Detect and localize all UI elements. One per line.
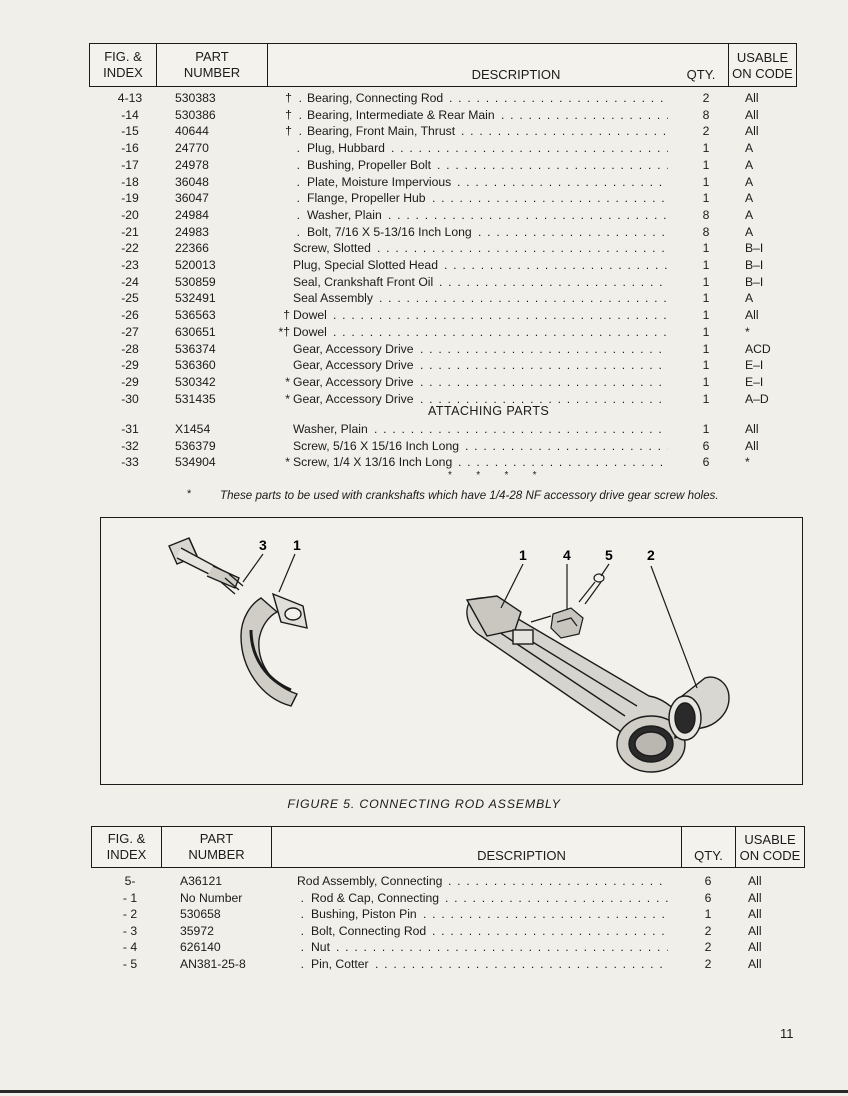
end-marks: * * * * [448,470,541,481]
row-part-number: 530386 [175,107,216,122]
row-prefix: . [296,174,300,189]
row-index: -26 [121,308,139,323]
row-prefix: * [285,374,290,389]
t1-usable-1: USABLE [736,50,789,65]
connecting-rod-illustration [101,518,804,786]
row-prefix: *† [278,324,290,339]
dot-leader [448,873,668,889]
t1-usable-box [728,43,797,87]
row-index: - 2 [122,907,138,922]
row-index: 5- [124,874,136,888]
row-index: - 3 [122,923,138,938]
t2-h-part-1: PART [199,831,234,846]
row-part-number: 630651 [175,324,216,339]
t2-usable-2: ON CODE [739,848,801,863]
row-prefix: . [300,923,304,938]
row-description: Washer, Plain [307,207,382,222]
row-index: 4-13 [117,91,143,105]
dot-leader [420,374,668,390]
row-prefix: . [300,940,304,955]
table-row [0,939,848,955]
row-description: Dowel [293,308,327,323]
table-row [0,90,848,106]
t1-clean-part-1: PART [195,49,229,64]
figure-frame [100,517,803,785]
table2-rows [0,873,848,983]
dot-leader [420,357,668,373]
row-usable-code: B–I [745,274,764,289]
row-qty: 1 [702,391,710,406]
row-usable-code: All [748,907,762,922]
t2-usable-1: USABLE [744,832,796,847]
row-part-number: 531435 [175,391,216,406]
t2-qty-label: QTY. [694,848,723,863]
table-row [0,290,848,306]
row-part-number: 24983 [175,224,209,239]
dot-leader [333,307,668,323]
table-row [0,157,848,173]
row-usable-code: All [748,957,762,971]
t1-qty-box [674,43,729,87]
t2-h-fig-2: INDEX [106,847,147,862]
row-usable-code: A [745,141,754,156]
row-part-number: AN381-25-8 [180,957,246,971]
table-row [0,240,848,256]
t2-h-fig [92,827,162,867]
table-row [0,174,848,190]
row-index: -18 [121,174,139,189]
dot-leader [457,174,668,190]
cotter-pin-drawing [579,574,604,604]
row-part-number: No Number [180,890,243,905]
row-index: - 5 [122,957,138,971]
row-prefix: . [296,141,300,156]
row-qty: 2 [702,124,710,139]
row-index: -31 [121,422,139,436]
table-row [0,923,848,939]
row-index: -27 [121,324,139,339]
table-row [0,956,848,972]
row-description: Nut [311,940,330,955]
dot-leader [377,240,668,256]
row-part-number: 35972 [180,923,214,938]
row-usable-code: All [745,91,759,105]
row-usable-code: B–I [745,258,764,272]
row-qty: 1 [702,274,710,289]
callout-4: 4 [563,547,571,563]
t2-h-part [162,827,272,867]
row-usable-code: B–I [745,241,764,256]
table-row [0,224,848,240]
row-part-number: 24984 [175,207,209,222]
row-description: Seal, Crankshaft Front Oil [293,274,434,289]
t1-clean-fig [90,44,157,86]
row-usable-code: A [745,191,754,206]
row-usable-code: A–D [745,391,769,406]
row-qty: 6 [704,890,712,905]
dot-leader [439,274,668,290]
row-description: Bolt, Connecting Rod [311,923,427,938]
row-part-number: 536374 [175,341,216,356]
row-index: -23 [121,258,139,272]
row-part-number: A36121 [180,874,223,888]
row-description: Bushing, Propeller Bolt [307,157,431,172]
t1-qty-label: QTY. [686,67,716,82]
row-qty: 2 [704,923,712,938]
figure-caption: FIGURE 5. CONNECTING ROD ASSEMBLY [287,797,561,811]
table-row [0,324,848,340]
row-description: Washer, Plain [293,422,368,436]
row-description: Plate, Moisture Impervious [307,174,452,189]
row-part-number: 530658 [180,907,221,922]
row-index: -17 [121,157,139,172]
row-index: -16 [121,141,139,156]
row-qty: 6 [702,455,710,470]
row-part-number: 536563 [175,308,216,323]
t2-h-part-2: NUMBER [188,847,245,862]
row-qty: 1 [702,174,710,189]
row-qty: 1 [702,157,710,172]
table-row [0,454,848,470]
row-part-number: 520013 [175,258,216,272]
t1-clean-part-2: NUMBER [183,65,241,80]
row-description: Flange, Propeller Hub [307,191,426,206]
row-description: Bearing, Front Main, Thrust [307,124,456,139]
row-index: -21 [121,224,139,239]
row-qty: 1 [702,191,710,206]
dot-leader [420,341,668,357]
row-index: -25 [121,291,139,306]
dot-leader [374,421,668,437]
row-prefix: . [300,907,304,922]
row-qty: 1 [702,291,710,306]
dot-leader [432,923,668,939]
row-description: Bearing, Intermediate & Rear Main [307,107,495,122]
row-usable-code: A [745,207,754,222]
table-row [0,890,848,906]
row-prefix: * [285,391,290,406]
row-index: -14 [121,107,139,122]
row-index: -29 [121,374,139,389]
row-part-number: 536379 [175,438,216,453]
row-usable-code: All [745,107,759,122]
row-description: Plug, Special Slotted Head [293,258,438,272]
dot-leader [449,90,668,106]
t1-clean-fig-1: FIG. & [104,49,142,64]
row-part-number: X1454 [175,422,211,436]
row-qty: 1 [702,422,710,436]
table-row [0,257,848,273]
callout-2: 2 [647,547,655,563]
row-part-number: 40644 [175,124,209,139]
rod-cap-drawing [241,594,307,706]
row-prefix: . [300,890,304,905]
t1-clean-part [157,44,268,86]
dot-leader [391,140,668,156]
row-usable-code: A [745,157,754,172]
dot-leader [388,207,668,223]
t2-h-fig-1: FIG. & [107,831,146,846]
row-description: Gear, Accessory Drive [293,391,414,406]
row-part-number: 532491 [175,291,216,306]
table-row [0,107,848,123]
row-prefix: * [285,455,290,470]
row-description: Rod Assembly, Connecting [297,874,443,888]
row-description: Plug, Hubbard [307,141,385,156]
row-index: -19 [121,191,139,206]
row-qty: 6 [702,438,710,453]
row-qty: 8 [702,207,710,222]
row-usable-code: A [745,291,754,306]
row-description: Screw, Slotted [293,241,371,256]
row-usable-code: A [745,174,754,189]
row-qty: 1 [704,907,712,922]
row-qty: 1 [702,358,710,373]
table-row [0,274,848,290]
row-part-number: 22366 [175,241,209,256]
row-part-number: 36047 [175,191,209,206]
table-row [0,357,848,373]
row-qty: 1 [702,374,710,389]
row-index: -24 [121,274,139,289]
row-qty: 8 [702,224,710,239]
table-row [0,438,848,454]
row-usable-code: All [745,422,759,436]
row-prefix: . [300,957,304,971]
row-usable-code: All [748,874,762,888]
row-usable-code: All [748,940,762,955]
row-usable-code: * [745,324,750,339]
row-prefix: † [283,308,290,323]
row-part-number: 534904 [175,455,216,470]
row-prefix: . [296,224,300,239]
row-description: Bushing, Piston Pin [311,907,417,922]
t1-clean-desc-1: DESCRIPTION [471,67,561,82]
row-usable-code: A [745,224,754,239]
row-prefix: † . [285,124,302,139]
dot-leader [445,890,668,906]
dot-leader [461,123,668,139]
row-description: Seal Assembly [293,291,373,306]
row-part-number: 24770 [175,141,209,156]
dot-leader [444,257,668,273]
row-part-number: 36048 [175,174,209,189]
callout-1b: 1 [519,547,527,563]
row-description: Gear, Accessory Drive [293,358,414,373]
dot-leader [501,107,668,123]
row-index: -32 [121,438,139,453]
table-row [0,190,848,206]
row-part-number: 530383 [175,91,216,105]
row-part-number: 530342 [175,374,216,389]
table-row [0,374,848,390]
row-index: - 4 [122,940,138,955]
dot-leader [375,956,668,972]
row-qty: 8 [702,107,710,122]
row-part-number: 24978 [175,157,209,172]
dot-leader [432,190,668,206]
table-row [0,341,848,357]
table-row [0,140,848,156]
row-prefix: . [296,157,300,172]
nut-drawing [551,608,583,638]
t1-usable-2: ON CODE [732,66,793,81]
row-usable-code: * [745,455,750,470]
table-row [0,421,848,437]
dot-leader [336,939,668,955]
t2-usable-box [735,826,805,868]
row-qty: 1 [702,258,710,272]
callout-3: 3 [259,537,267,553]
attaching-parts-heading: ATTACHING PARTS [428,404,550,418]
footnote-text: These parts to be used with crankshafts which have 1/4-28 NF accessory drive gear screw holes. [220,489,719,502]
row-description: Bolt, 7/16 X 5-13/16 Inch Long [307,224,472,239]
row-prefix: † . [285,107,302,122]
row-index: - 1 [122,890,138,905]
table-row [0,307,848,323]
dot-leader [465,438,668,454]
dot-leader [379,290,668,306]
table-row [0,873,848,889]
callout-1a: 1 [293,537,301,553]
row-usable-code: ACD [745,341,771,356]
row-qty: 2 [704,940,712,955]
row-usable-code: E–I [745,374,764,389]
row-index: -20 [121,207,139,222]
dot-leader [458,454,668,470]
row-description: Pin, Cotter [311,957,369,971]
dot-leader [333,324,668,340]
row-part-number: 626140 [180,940,221,955]
row-qty: 1 [702,241,710,256]
row-usable-code: All [745,308,759,323]
footnote-symbol: * [187,488,192,500]
row-index: -28 [121,341,139,356]
row-index: -15 [121,124,139,139]
bushing-drawing [669,677,729,740]
row-description: Dowel [293,324,327,339]
row-qty: 2 [704,957,712,971]
row-usable-code: All [748,923,762,938]
row-qty: 2 [702,91,710,105]
table-row [0,906,848,922]
row-index: -33 [121,455,139,470]
bolt-drawing [169,538,243,594]
row-usable-code: All [748,890,762,905]
row-description: Screw, 5/16 X 15/16 Inch Long [293,438,460,453]
row-qty: 1 [702,141,710,156]
row-index: -29 [121,358,139,373]
row-prefix: † . [285,91,302,105]
row-description: Rod & Cap, Connecting [311,890,440,905]
dot-leader [437,157,668,173]
row-description: Screw, 1/4 X 13/16 Inch Long [293,455,453,470]
row-description: Gear, Accessory Drive [293,341,414,356]
row-usable-code: All [745,124,759,139]
row-part-number: 530859 [175,274,216,289]
row-index: -30 [121,391,139,406]
t1-clean-fig-2: INDEX [103,65,143,80]
row-qty: 1 [702,341,710,356]
callout-5: 5 [605,547,613,563]
row-description: Bearing, Connecting Rod [307,91,444,105]
table-row [0,391,848,407]
row-qty: 1 [702,324,710,339]
row-part-number: 536360 [175,358,216,373]
row-index: -22 [121,241,139,256]
t2-h-desc-1: DESCRIPTION [477,848,566,863]
callouts-left [243,554,295,592]
row-usable-code: All [745,438,759,453]
row-description: Gear, Accessory Drive [293,374,414,389]
dot-leader [478,224,668,240]
row-usable-code: E–I [745,358,764,373]
table-row [0,123,848,139]
table1-attaching-rows [0,421,848,481]
row-qty: 1 [702,308,710,323]
table-row [0,207,848,223]
row-qty: 6 [704,874,712,888]
dot-leader [423,906,668,922]
page-number: 11 [780,1026,794,1041]
t2-qty-box [681,826,736,868]
row-prefix: . [296,207,300,222]
row-prefix: . [296,191,300,206]
page-bottom-rule [0,1090,848,1093]
